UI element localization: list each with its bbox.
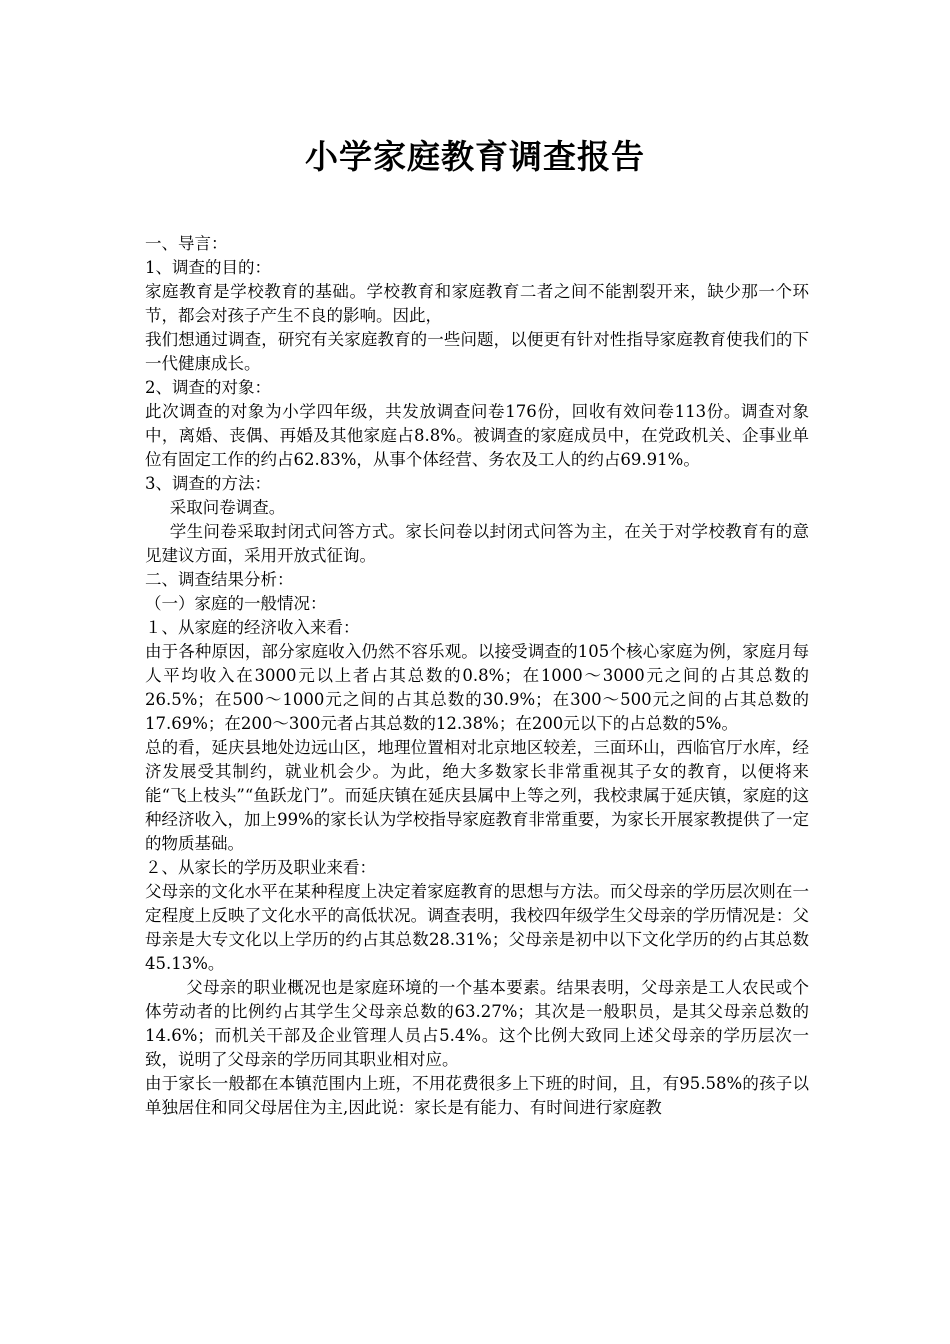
paragraph-method-2: 学生问卷采取封闭式问答方式。家长问卷以封闭式问答为主，在关于对学校教育有的意见建议方面，采用开放式征询。 <box>145 522 809 565</box>
paragraph-subjects: 此次调查的对象为小学四年级，共发放调查问卷176份，回收有效问卷113份。调查对象中，离婚、丧偶、再婚及其他家庭占8.8%。被调查的家庭成员中，在党政机关、企事业单位有固定工作的约占62.83%，从事个体经营、务农及工人的约占69.91%。 <box>145 402 809 469</box>
paragraph-education: 父母亲的文化水平在某种程度上决定着家庭教育的思想与方法。而父母亲的学历层次则在一定程度上反映了文化水平的高低状况。调查表明，我校四年级学生父母亲的学历情况是：父母亲是大专文化以上学历的约占其总数28.31%；父母亲是初中以下文化学历的约占其总数45.13%。 <box>145 882 809 973</box>
subheading-education: ２、从家长的学历及职业来看： <box>145 858 376 877</box>
paragraph-purpose-1: 家庭教育是学校教育的基础。学校教育和家庭教育二者之间不能割裂开来，缺少那一个环节，都会对孩子产生不良的影响。因此， <box>145 282 809 325</box>
paragraph-occupation: 父母亲的职业概况也是家庭环境的一个基本要素。结果表明，父母亲是工人农民或个体劳动者的比例约占其学生父母亲总数的63.27%；其次是一般职员，是其父母亲总数的14.6%；而机关干部及企业管理人员占5.4%。这个比例大致同上述父母亲的学历层次一致，说明了父母亲的学历同其职业相对应。 <box>145 978 809 1069</box>
paragraph-method-1: 采取问卷调查。 <box>169 498 286 517</box>
subheading-purpose: 1、调查的目的： <box>145 258 271 277</box>
subheading-income: １、从家庭的经济收入来看： <box>145 618 360 637</box>
document-body <box>145 232 809 1120</box>
page-title: 小学家庭教育调查报告 <box>305 137 645 176</box>
paragraph-summary: 总的看，延庆县地处边远山区，地理位置相对北京地区较差，三面环山，西临官厅水库，经济发展受其制约，就业机会少。为此，绝大多数家长非常重视其子女的教育，以便将来能“飞上枝头”“鱼跃龙门”。而延庆镇在延庆县属中上等之列，我校隶属于延庆镇，家庭的这种经济收入，加上99%的家长认为学校指导家庭教育非常重要，为家长开展家教提供了一定的物质基础。 <box>145 738 809 853</box>
paragraph-purpose-2: 我们想通过调查，研究有关家庭教育的一些问题，以便更有针对性指导家庭教育使我们的下一代健康成长。 <box>145 330 809 373</box>
subheading-method: 3、调查的方法： <box>145 474 271 493</box>
paragraph-time: 由于家长一般都在本镇范围内上班，不用花费很多上下班的时间，且，有95.58%的孩子以单独居住和同父母居住为主,因此说：家长是有能力、有时间进行家庭教 <box>145 1074 809 1117</box>
section-heading-results: 二、调查结果分析： <box>145 570 294 589</box>
subheading-general: （一）家庭的一般情况： <box>145 594 327 613</box>
paragraph-income: 由于各种原因，部分家庭收入仍然不容乐观。以接受调查的105个核心家庭为例，家庭月每人平均收入在3000元以上者占其总数的0.8%；在1000～3000元之间的占其总数的26.5%；在500～1000元之间的占其总数的30.9%；在300～500元之间的占其总数的17.69%；在200～300元者占其总数的12.38%；在200元以下的占总数的5%。 <box>145 642 809 733</box>
subheading-subjects: 2、调查的对象： <box>145 378 271 397</box>
section-heading-intro: 一、导言： <box>145 234 228 253</box>
